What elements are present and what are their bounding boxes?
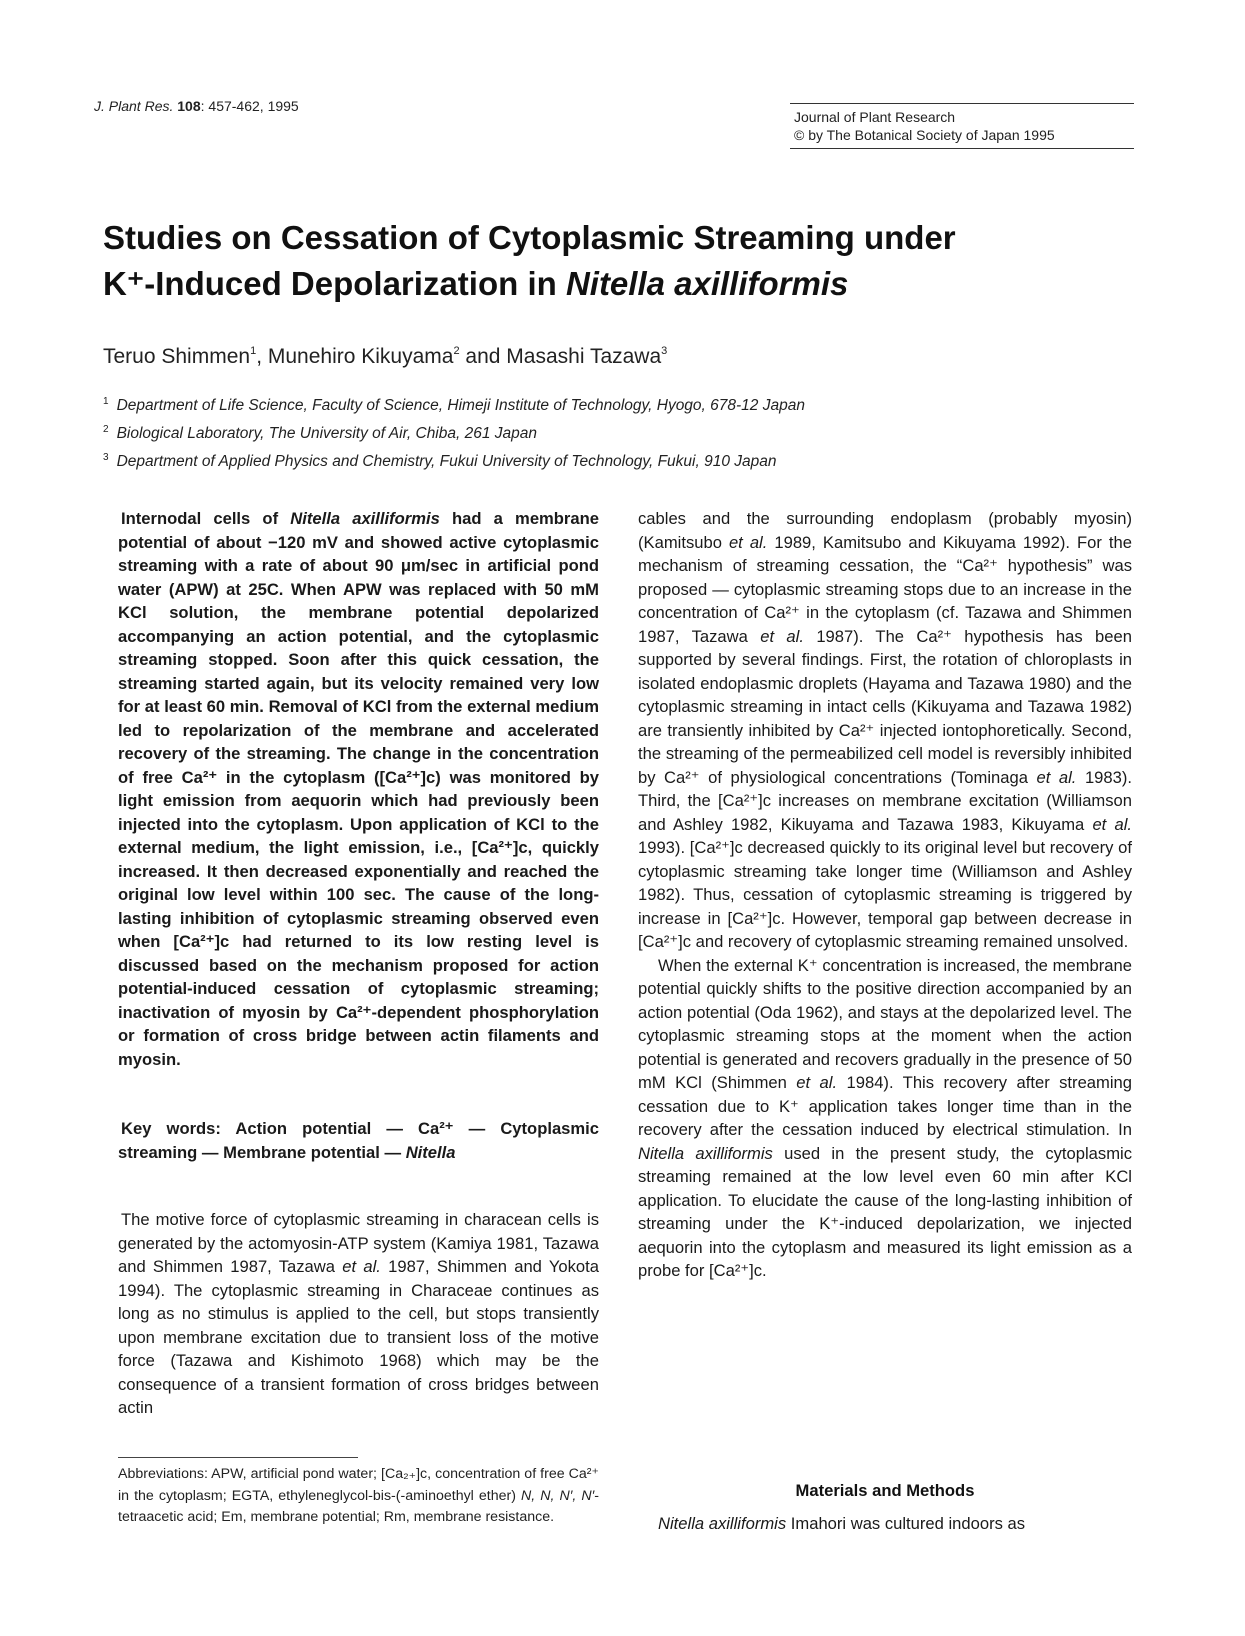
affiliation-mark: 3 [103,452,109,463]
affiliation-text: Biological Laboratory, The University of Air, Chiba, 261 Japan [116,425,538,442]
etal: et al. [760,626,804,646]
right-column [638,507,1132,1283]
author-list [103,345,667,369]
footnote-italic: N, N, N′, N′ [520,1487,595,1504]
etal: et al. [796,1073,838,1092]
abstract-species: Nitella axilliformis [290,509,440,528]
methods-first-line [638,1512,1132,1536]
author-mark: 1 [250,345,257,357]
copyright-line: © by The Botanical Society of Japan 1995 [794,127,1055,143]
keywords-text: Key words: Action potential — Ca²⁺ — Cytoplasmic streaming — Membrane potential — [118,1119,599,1162]
affiliation-mark: 1 [103,396,109,407]
author-separator: and [459,345,507,368]
author-mark: 3 [661,345,668,357]
journal-citation [94,98,299,114]
methods-species: Nitella axilliformis [658,1514,787,1533]
keywords [118,1117,599,1164]
affiliation [103,446,1183,474]
title-line-2-text: K⁺-Induced Depolarization in [103,265,566,302]
body-text: 1983). Third, the [Ca²⁺]c increases on membrane excitation (Williamson and Ashley 1982, Kikuyama and Tazawa 1983, Kikuyama [638,767,1132,834]
affiliation [103,418,1183,446]
author-mark: 2 [453,345,460,357]
abstract-text-body: had a membrane potential of about −120 mV and showed active cytoplasmic streaming with a rate of about 90 μm/sec in artificial pond water (APW) at 25C. When APW was replaced with 50 mM KCl solution, the membrane potential depolarized accompanying an action potential, and the cytoplasmic streaming stopped. Soon after this quick cessation, the streaming started again, but its velocity remained very low for at least 60 min. Removal of KCl from the external medium led to repolarization of the membrane and accelerated recovery of the streaming. The change in the concentration of free Ca²⁺ in the cytoplasm ([Ca²⁺]c) was monitored by light emission from aequorin which had previously been injected into the cytoplasm. Upon application of KCl to the external medium, the light emission, i.e., [Ca²⁺]c, quickly increased. It then decreased exponentially and reached the original low level within 100 sec. The cause of the long-lasting inhibition of cytoplasmic streaming observed even when [Ca²⁺]c had returned to its low resting level is discussed based on the mechanism proposed for action potential-induced cessation of cytoplasmic streaming; inactivation of myosin by Ca²⁺-dependent phosphorylation or formation of cross bridge between actin filaments and myosin. [118,509,599,1069]
affiliation-mark: 2 [103,424,109,435]
section-heading-methods: Materials and Methods [795,1481,975,1500]
title-species: Nitella axilliformis [565,265,849,302]
affiliations [103,390,1183,474]
body-paragraph-2 [638,954,1132,1283]
journal-info-box [790,103,1134,149]
keywords-species: Nitella [405,1142,456,1162]
intro-paragraph [118,1208,599,1420]
body-paragraph-1 [638,507,1132,954]
body-text: 1989, Kamitsubo and Kikuyama 1992). For the mechanism of streaming cessation, the “Ca²⁺ hypothesis” was proposed — cytoplasmic streaming stops due to an increase in the concentration of Ca²⁺ in the cytoplasm (cf. Tazawa and Shimmen 1987, Tazawa [638,532,1132,646]
journal-pages-year: : 457-462, 1995 [200,98,299,114]
etal: et al. [728,532,768,552]
intro-etal: et al. [342,1257,381,1276]
affiliation [103,390,1183,418]
affiliation-text: Department of Life Science, Faculty of Science, Himeji Institute of Technology, Hyogo, 678-12 Japan [116,397,805,414]
article-title [103,215,1163,307]
author-name: Munehiro Kikuyama [267,345,454,368]
footnote-text-b: -tetraacetic acid; Em, membrane potential; Rm, membrane resistance. [118,1487,599,1525]
footnote-text-a: Abbreviations: APW, artificial pond water; [Ca₂₊]c, concentration of free Ca²⁺ in the cytoplasm; EGTA, ethyleneglycol-bis-(-aminoethyl ether) [118,1466,599,1504]
body-text: When the external K⁺ concentration is increased, the membrane potential quickly shifts to the positive direction accompanied by an action potential (Oda 1962), and stays at the depolarized level. The cytoplasmic streaming stops at the moment when the action potential is generated and recovers gradually in the presence of 50 mM KCl (Shimmen [638,955,1132,1092]
author-name: Teruo Shimmen [103,345,251,368]
journal-abbrev: J. Plant Res. [94,98,174,114]
abbreviations-footnote [118,1464,599,1529]
author-name: Masashi Tazawa [506,345,662,368]
etal: et al. [1036,767,1077,787]
title-line-1: Studies on Cessation of Cytoplasmic Streaming under [103,219,956,256]
title-line-2 [103,261,1163,307]
etal: et al. [1092,814,1132,834]
author-separator: , [256,345,268,368]
intro-text-b: 1987, Shimmen and Yokota 1994). The cytoplasmic streaming in Characeae continues as long as no stimulus is applied to the cell, but stops transiently upon membrane excitation due to transient loss of the motive force (Tazawa and Kishimoto 1968) which may be the consequence of a transient formation of cross bridges between actin [118,1257,599,1417]
body-text: 1993). [Ca²⁺]c decreased quickly to its original level but recovery of cytoplasmic streaming take longer time (Williamson and Ashley 1982). Thus, cessation of cytoplasmic streaming is triggered by increase in [Ca²⁺]c. However, temporal gap between decrease in [Ca²⁺]c and recovery of cytoplasmic streaming remained unsolved. [638,838,1132,951]
body-text: 1984). This recovery after streaming cessation due to K⁺ application takes longer time than in the recovery after the cessation induced by electrical stimulation. In [638,1073,1132,1139]
journal-volume: 108 [177,98,201,114]
body-text: used in the present study, the cytoplasmic streaming remained at the low level even 60 min after KCl application. To elucidate the cause of the long-lasting inhibition of streaming under the K⁺-induced depolarization, we injected aequorin into the cytoplasm and measured its light emission as a probe for [Ca²⁺]c. [638,1143,1133,1280]
body-text: cables and the surrounding endoplasm (probably myosin) (Kamitsubo [638,509,1132,552]
abstract-text-start: Internodal cells of [121,509,291,528]
body-text: 1987). The Ca²⁺ hypothesis has been supported by several findings. First, the rotation of chloroplasts in isolated endoplasmic droplets (Hayama and Tazawa 1980) and the cytoplasmic streaming in intact cells (Kikuyama and Tazawa 1982) are transiently inhibited by Ca²⁺ injected iontophoretically. Second, the streaming of the permeabilized cell model is reversibly inhibited by Ca²⁺ of physiological concentrations (Tominaga [638,626,1132,787]
species-name: Nitella axilliformis [638,1143,773,1163]
abstract [118,507,599,1071]
footnote-rule [118,1457,358,1458]
methods-text: Imahori was cultured indoors as [786,1514,1026,1533]
affiliation-text: Department of Applied Physics and Chemistry, Fukui University of Technology, Fukui, 910 Japan [116,453,777,470]
intro-text-a: The motive force of cytoplasmic streaming in characean cells is generated by the actomyosin-ATP system (Kamiya 1981, Tazawa and Shimmen 1987, Tazawa [118,1210,599,1276]
journal-name: Journal of Plant Research [794,109,956,125]
